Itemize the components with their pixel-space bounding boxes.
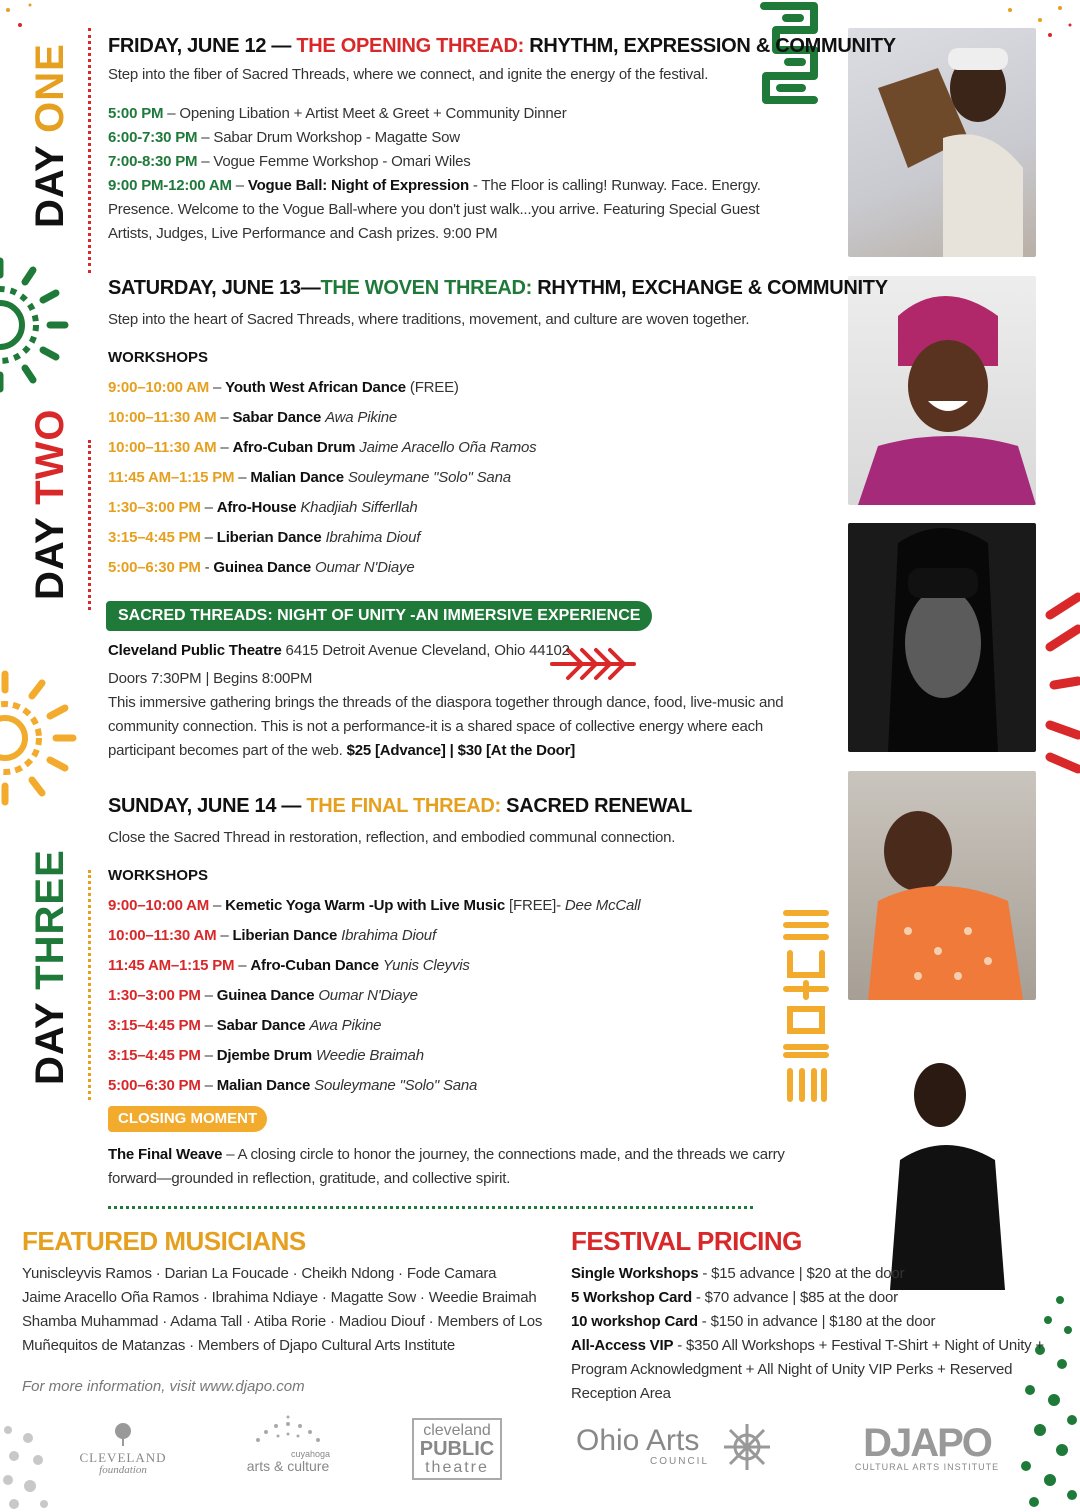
- logo-text: COUNCIL: [650, 1456, 710, 1467]
- day3-theme: SACRED RENEWAL: [500, 795, 692, 817]
- musicians-line: Shamba Muhammad · Adama Tall · Atiba Rorie · Madiou Diouf · Members of Los: [22, 1313, 543, 1330]
- photo-dancer-orange: [848, 771, 1036, 1000]
- musicians-line: Jaime Aracello Oña Ramos · Ibrahima Ndiaye · Magatte Sow · Weedie Braimah: [22, 1289, 537, 1306]
- day3-workshop: [108, 1017, 381, 1041]
- closing-line: [108, 1146, 785, 1170]
- item-time: 9:00 PM-12:00 AM: [108, 177, 232, 194]
- item-time: 3:15–4:45 PM: [108, 1047, 201, 1064]
- item-title: Malian Dance: [250, 469, 344, 486]
- item-teacher: Khadjiah Sifferllah: [300, 499, 418, 516]
- pricing-row: [571, 1262, 1041, 1286]
- musicians-line: Yuniscleyvis Ramos · Darian La Foucade · Cheikh Ndong · Fode Camara: [22, 1265, 497, 1282]
- venue-line: [108, 642, 570, 666]
- unity-desc: community connection. This is not a performance-it is a shared space of collective energy where each: [108, 718, 764, 735]
- item-time: 11:45 AM–1:15 PM: [108, 957, 235, 974]
- item-title: Sabar Dance: [216, 1017, 306, 1034]
- item-title: Vogue Ball: Night of Expression: [247, 177, 469, 194]
- day1-date: FRIDAY, JUNE 12 —: [108, 35, 297, 57]
- photo-smiling-woman: [848, 276, 1036, 505]
- day2-workshop: [108, 529, 420, 553]
- orange-sun-icon: [0, 668, 90, 808]
- item-title: Kemetic Yoga Warm -Up with Live Music: [225, 897, 506, 914]
- day2-workshop: [108, 409, 397, 433]
- logo-text: theatre: [425, 1459, 489, 1476]
- photo-man-black: [880, 1050, 1010, 1290]
- pricing-text: - $15 advance | $20 at the door: [698, 1265, 905, 1282]
- item-time: 5:00 PM: [108, 105, 164, 122]
- item-dash: –: [200, 1077, 217, 1094]
- item-teacher: Weedie Braimah: [316, 1047, 424, 1064]
- item-text: – Sabar Drum Workshop - Magatte Sow: [197, 129, 460, 146]
- pricing-label: 5 Workshop Card: [571, 1289, 692, 1306]
- item-title: Djembe Drum: [216, 1047, 313, 1064]
- dots-arc-icon: [248, 1414, 328, 1444]
- logo-text: arts & culture: [246, 1458, 330, 1474]
- item-time: 3:15–4:45 PM: [108, 529, 201, 546]
- item-time: 5:00–6:30 PM: [108, 1077, 201, 1094]
- item-teacher: Ibrahima Diouf: [325, 529, 421, 546]
- day-three-label: [28, 849, 73, 1085]
- logo-text: PUBLIC: [419, 1438, 495, 1460]
- item-dash: –: [216, 927, 233, 944]
- day-number: THREE: [28, 849, 72, 990]
- item-time: 3:15–4:45 PM: [108, 1017, 201, 1034]
- item-title: Guinea Dance: [213, 559, 312, 576]
- item-dash: –: [200, 1047, 217, 1064]
- day2-heading: [108, 277, 888, 300]
- day2-workshops-label: WORKSHOPS: [108, 349, 209, 366]
- day1-thread: THE OPENING THREAD:: [296, 35, 525, 57]
- djapo-logo: [852, 1421, 1002, 1472]
- item-title: Afro-Cuban Dance: [250, 957, 379, 974]
- cleveland-foundation-logo: [78, 1422, 168, 1476]
- item-title: Sabar Dance: [232, 409, 322, 426]
- pricing-row: [571, 1286, 1041, 1310]
- day1-item: [108, 105, 567, 129]
- orange-glyph-icon: [780, 905, 832, 1105]
- item-teacher: Ibrahima Diouf: [341, 927, 436, 944]
- day2-intro: Step into the heart of Sacred Threads, where traditions, movement, and culture are woven together.: [108, 311, 750, 328]
- logo-text: cleveland: [423, 1422, 491, 1439]
- item-time: 11:45 AM–1:15 PM: [108, 469, 235, 486]
- day2-workshop: [108, 499, 417, 523]
- item-title: Youth West African Dance: [225, 379, 406, 396]
- night-of-unity-banner: SACRED THREADS: NIGHT OF UNITY -AN IMMERSIVE EXPERIENCE: [106, 601, 652, 631]
- day3-workshop: [108, 1077, 477, 1101]
- item-dash: –: [209, 379, 226, 396]
- item-dash: –: [200, 987, 217, 1004]
- pricing-row: [571, 1310, 1041, 1334]
- day-number: ONE: [28, 43, 72, 133]
- logo-text: cuyahoga: [290, 1449, 330, 1459]
- logo-text: Ohio Arts: [576, 1424, 700, 1457]
- item-dash: –: [216, 409, 233, 426]
- pricing-label: 10 workshop Card: [571, 1313, 698, 1330]
- pricing-list: [571, 1262, 1044, 1406]
- day-number: TWO: [28, 408, 72, 505]
- day-word: DAY: [28, 1001, 72, 1085]
- section-divider: [108, 1206, 753, 1209]
- item-teacher: Oumar N'Diaye: [318, 987, 418, 1004]
- item-title: Afro-House: [216, 499, 297, 516]
- closing-title: The Final Weave: [108, 1146, 223, 1163]
- musicians-line: Muñequitos de Matanzas · Members of Djapo Cultural Arts Institute: [22, 1337, 456, 1354]
- item-teacher: Awa Pikine: [325, 409, 398, 426]
- day2-workshop: [108, 559, 414, 583]
- left-dotted-rule-2: [88, 440, 91, 610]
- day3-workshop: [108, 987, 418, 1011]
- day2-thread: THE WOVEN THREAD:: [320, 277, 533, 299]
- unity-desc: This immersive gathering brings the threads of the diaspora together through dance, food, live-music and: [108, 694, 784, 711]
- pricing-label: All-Access VIP: [571, 1337, 674, 1354]
- item-teacher: Dee McCall: [564, 897, 641, 914]
- item-dash: –: [209, 897, 226, 914]
- logo-text: DJAPO: [863, 1421, 991, 1465]
- doors-line: Doors 7:30PM | Begins 8:00PM: [108, 670, 313, 687]
- day2-workshop: [108, 439, 536, 463]
- musicians-title: FEATURED MUSICIANS: [22, 1226, 306, 1256]
- item-text: – Vogue Femme Workshop - Omari Wiles: [197, 153, 471, 170]
- left-dotted-rule-3: [88, 870, 91, 1100]
- day-word: DAY: [28, 144, 72, 228]
- item-dash: –: [234, 469, 251, 486]
- more-info-link[interactable]: For more information, visit www.djapo.com: [22, 1378, 305, 1395]
- unity-desc: [108, 742, 575, 766]
- item-extra: (FREE): [405, 379, 459, 396]
- item-time: 10:00–11:30 AM: [108, 439, 217, 456]
- compass-star-icon: [722, 1422, 772, 1472]
- day1-item: [108, 129, 460, 153]
- unity-desc-text: participant becomes part of the web.: [108, 742, 347, 759]
- grey-dots-icon: [0, 1420, 60, 1512]
- item-time: 5:00–6:30 PM: [108, 559, 201, 576]
- green-sun-icon: [0, 255, 80, 395]
- logo-text: foundation: [99, 1464, 147, 1476]
- item-dash: –: [216, 439, 233, 456]
- day3-date: SUNDAY, JUNE 14 —: [108, 795, 307, 817]
- item-teacher: Awa Pikine: [309, 1017, 382, 1034]
- item-time: 6:00-7:30 PM: [108, 129, 198, 146]
- item-teacher: Jaime Aracello Oña Ramos: [359, 439, 537, 456]
- item-teacher: Yunis Cleyvis: [382, 957, 470, 974]
- item-title: Liberian Dance: [232, 927, 338, 944]
- day3-workshop: [108, 957, 470, 981]
- day-word: DAY: [28, 516, 72, 600]
- item-title: Afro-Cuban Drum: [232, 439, 356, 456]
- item-time: 10:00–11:30 AM: [108, 927, 217, 944]
- day1-vogue-desc: Artists, Judges, Live Performance and Cash prizes. 9:00 PM: [108, 225, 498, 242]
- pricing-text: - $150 in advance | $180 at the door: [697, 1313, 936, 1330]
- pricing-row: [571, 1334, 1044, 1358]
- ohio-arts-council-logo: [576, 1426, 776, 1467]
- item-extra: [FREE]-: [505, 897, 565, 914]
- day1-vogue-desc: Presence. Welcome to the Vogue Ball-where you don't just walk...you arrive. Featuring Special Guest: [108, 201, 760, 218]
- item-title: Guinea Dance: [216, 987, 315, 1004]
- item-dash: –: [200, 1017, 217, 1034]
- venue-name: Cleveland Public Theatre: [108, 642, 282, 659]
- day3-heading: [108, 795, 692, 818]
- item-text: - The Floor is calling! Runway. Face. Energy.: [468, 177, 761, 194]
- item-time: 9:00–10:00 AM: [108, 379, 210, 396]
- item-dash: –: [200, 499, 217, 516]
- item-time: 1:30–3:00 PM: [108, 499, 201, 516]
- logo-text: CULTURAL ARTS INSTITUTE: [854, 1462, 1000, 1472]
- day3-workshop: [108, 897, 640, 921]
- item-text: – Opening Libation + Artist Meet & Greet + Community Dinner: [163, 105, 567, 122]
- item-dash: –: [231, 177, 248, 194]
- unity-price: $25 [Advance] | $30 [At the Door]: [346, 742, 576, 759]
- day1-intro: Step into the fiber of Sacred Threads, where we connect, and ignite the energy of the festival.: [108, 66, 709, 83]
- item-dash: -: [200, 559, 214, 576]
- day-two-label: [28, 409, 73, 601]
- photo-drummer: [848, 28, 1036, 257]
- pricing-text: - $350 All Workshops + Festival T-Shirt + Night of Unity +: [673, 1337, 1044, 1354]
- day1-theme: RHYTHM, EXPRESSION & COMMUNITY: [524, 35, 896, 57]
- day1-vogue: [108, 177, 761, 201]
- photo-portrait-bw: [848, 523, 1036, 752]
- item-time: 1:30–3:00 PM: [108, 987, 201, 1004]
- musicians-list: [22, 1262, 562, 1358]
- closing-moment-badge: CLOSING MOMENT: [108, 1106, 267, 1132]
- day2-theme: RHYTHM, EXCHANGE & COMMUNITY: [532, 277, 888, 299]
- day3-thread: THE FINAL THREAD:: [306, 795, 501, 817]
- left-dotted-rule-1: [88, 28, 91, 273]
- day2-date: SATURDAY, JUNE 13—: [108, 277, 321, 299]
- pricing-row-cont: Reception Area: [571, 1385, 671, 1402]
- pricing-row-cont: Program Acknowledgment + All Night of Unity VIP Perks + Reserved: [571, 1361, 1013, 1378]
- red-stripes-icon: [1040, 585, 1080, 775]
- item-time: 9:00–10:00 AM: [108, 897, 210, 914]
- item-teacher: Souleymane "Solo" Sana: [314, 1077, 478, 1094]
- item-time: 10:00–11:30 AM: [108, 409, 217, 426]
- closing-text: – A closing circle to honor the journey, the connections made, and the threads we carry: [222, 1146, 785, 1163]
- day3-intro: Close the Sacred Thread in restoration, reflection, and embodied communal connection.: [108, 829, 676, 846]
- item-title: Malian Dance: [216, 1077, 311, 1094]
- day2-workshop: [108, 469, 511, 493]
- item-teacher: Souleymane "Solo" Sana: [347, 469, 511, 486]
- day3-workshop: [108, 927, 436, 951]
- day3-workshop: [108, 1047, 424, 1071]
- item-teacher: Oumar N'Diaye: [315, 559, 415, 576]
- closing-line-2: forward—grounded in reflection, gratitude, and collective spirit.: [108, 1170, 511, 1187]
- cuyahoga-arts-logo: [240, 1414, 336, 1473]
- venue-address: 6415 Detroit Avenue Cleveland, Ohio 44102: [281, 642, 570, 659]
- pricing-text: - $70 advance | $85 at the door: [691, 1289, 898, 1306]
- item-dash: –: [200, 529, 217, 546]
- day1-item: [108, 153, 471, 177]
- item-time: 7:00-8:30 PM: [108, 153, 198, 170]
- day2-workshop: [108, 379, 459, 403]
- day1-heading: [108, 35, 896, 58]
- tree-icon: [111, 1422, 135, 1446]
- logo-text: CLEVELAND: [79, 1450, 167, 1465]
- pricing-label: Single Workshops: [571, 1265, 699, 1282]
- item-title: Liberian Dance: [216, 529, 322, 546]
- pricing-title: FESTIVAL PRICING: [571, 1226, 802, 1256]
- cleveland-public-theatre-logo: [412, 1418, 502, 1480]
- day-one-label: [28, 43, 73, 228]
- confetti-dots-icon: [0, 0, 60, 40]
- item-dash: –: [234, 957, 251, 974]
- day3-workshops-label: WORKSHOPS: [108, 867, 209, 884]
